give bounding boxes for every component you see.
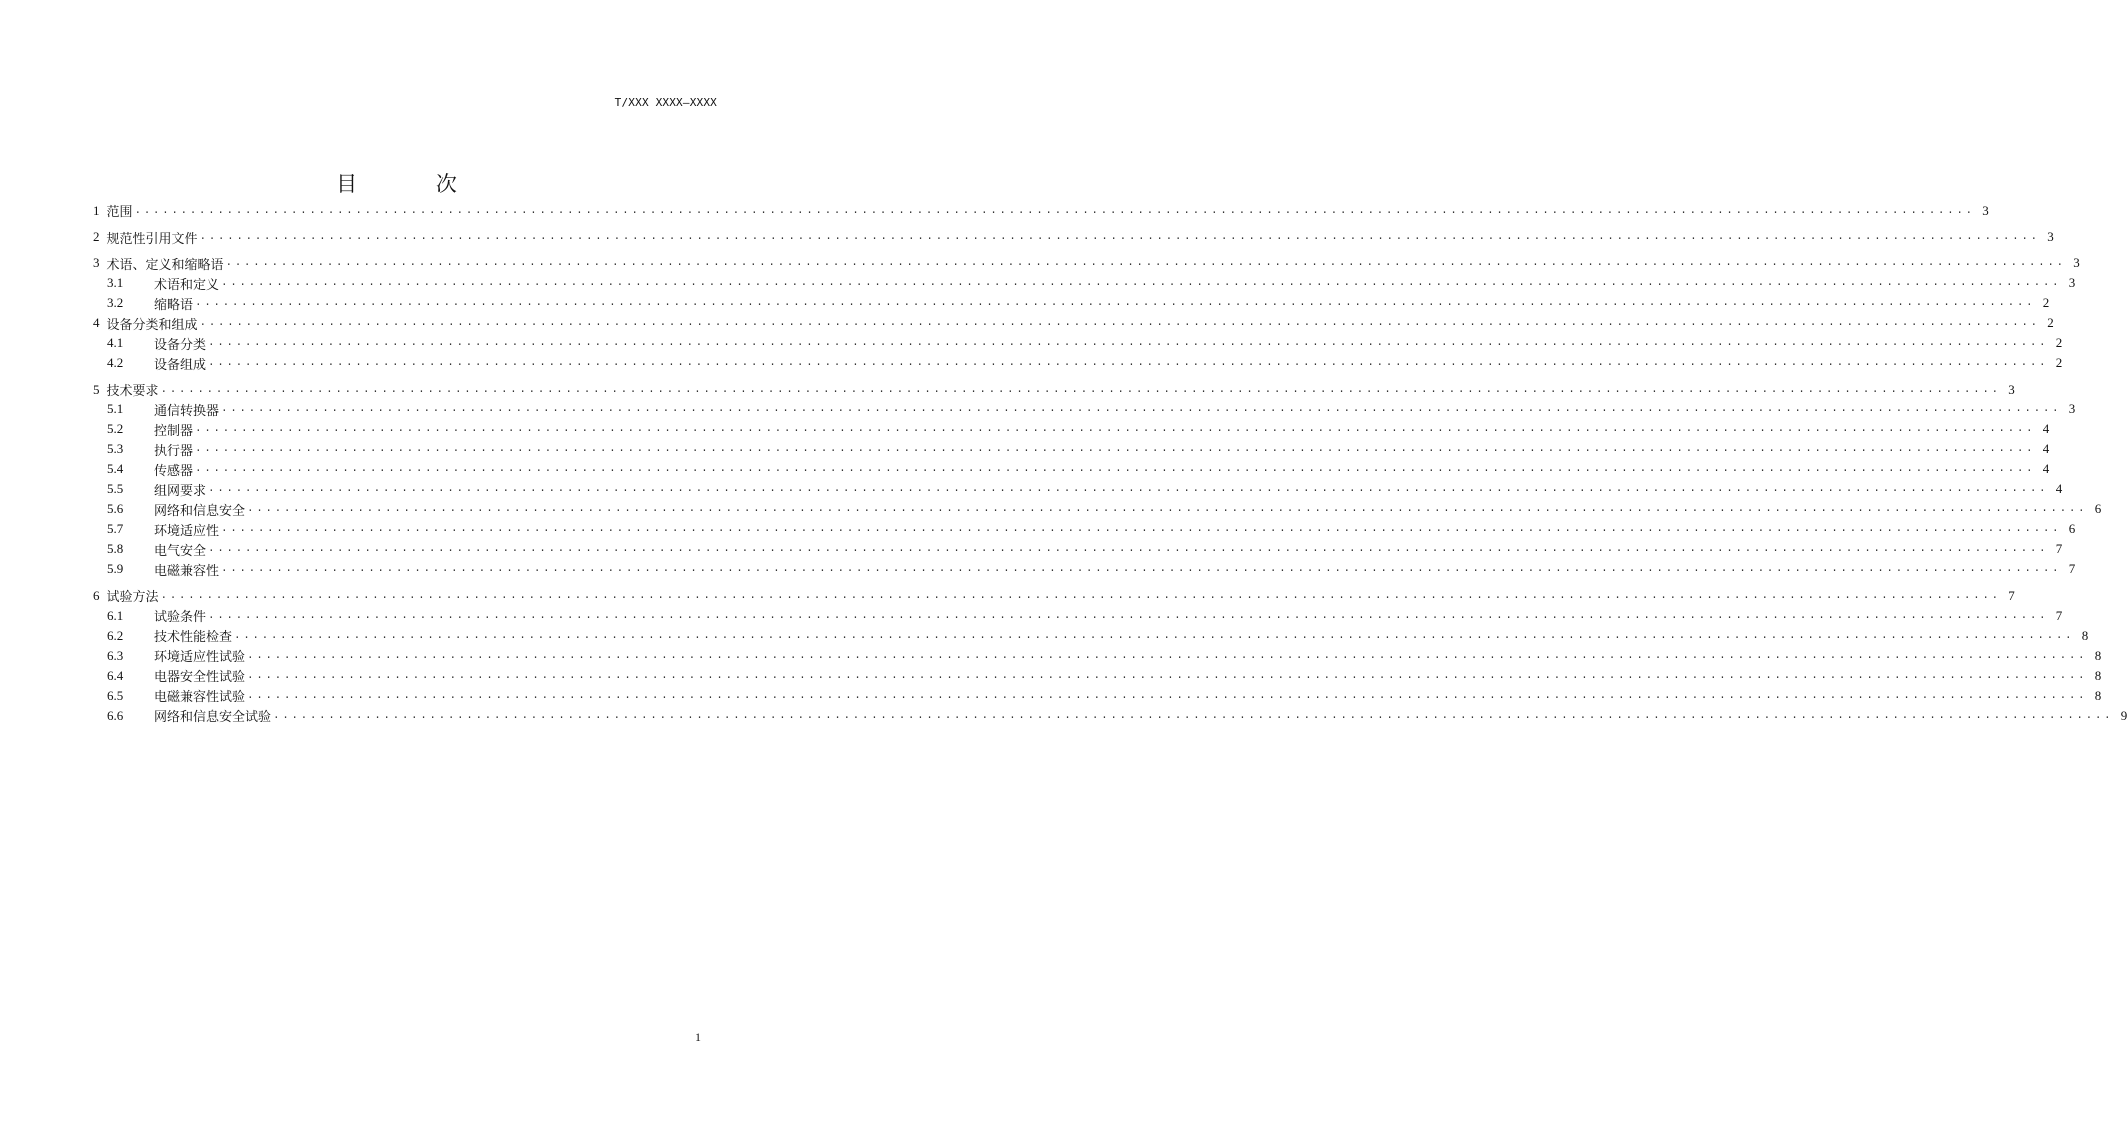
toc-entry-label: 组网要求: [154, 483, 207, 499]
toc-entry-label: 传感器: [154, 463, 194, 479]
toc-entry-label: 电器安全性试验: [154, 670, 246, 686]
toc-entry-label: 规范性引用文件: [106, 231, 198, 247]
toc-entry-page: 3: [1982, 202, 1989, 218]
toc-entry-label: 通信转换器: [154, 403, 220, 419]
toc-entry-number: 5.2: [107, 421, 124, 437]
toc-entry-page: 2: [2055, 335, 2063, 351]
toc-entry-label: 环境适应性: [154, 523, 220, 539]
toc-entry-label: 环境适应性试验: [154, 650, 246, 666]
toc-entry-label: 电气安全: [154, 543, 207, 559]
toc-entry-page: 8: [2094, 647, 2102, 663]
toc-dot-leader: ........................................................................................................................................................................................................: [208, 357, 2049, 370]
toc-entry-number: 3.1: [107, 275, 124, 291]
toc-entry-number: 2: [93, 229, 100, 245]
toc-dot-leader: ........................................................................................................................................................................................................: [208, 483, 2049, 496]
toc-chapter-entry[interactable]: [93, 313, 2054, 333]
toc-entry-label: 试验条件: [154, 610, 207, 626]
toc-entry-page: 3: [2047, 229, 2054, 245]
toc-dot-leader: ........................................................................................................................................................................................................: [195, 443, 2036, 456]
toc-entry-page: 7: [2068, 561, 2076, 577]
toc-entry-label: 设备分类: [154, 337, 207, 353]
toc-chapter-entry[interactable]: [93, 201, 1989, 221]
toc-section-entry[interactable]: [93, 499, 2102, 519]
toc-entry-page: 3: [2008, 381, 2015, 397]
toc-entry-page: 8: [2081, 627, 2089, 643]
toc-section-entry[interactable]: [93, 706, 2127, 726]
toc-dot-leader: ........................................................................................................................................................................................................: [221, 277, 2062, 290]
toc-section-entry[interactable]: [93, 333, 2063, 353]
toc-entry-number: 5.7: [107, 521, 124, 537]
toc-entry-label: 术语、定义和缩略语: [106, 257, 224, 273]
toc-entry-number: 6.5: [107, 687, 124, 703]
toc-section-entry[interactable]: [93, 399, 2076, 419]
toc-entry-label: 控制器: [154, 423, 194, 439]
toc-entry-page: 7: [2055, 607, 2063, 623]
toc-section-entry[interactable]: [93, 439, 2050, 459]
toc-title: 目 次: [336, 172, 493, 196]
toc-section-entry[interactable]: [93, 646, 2102, 666]
toc-entry-number: 6.3: [107, 647, 124, 663]
toc-entry-number: 5: [93, 381, 100, 397]
toc-entry-number: 5.8: [107, 541, 124, 557]
toc-dot-leader: ........................................................................................................................................................................................................: [247, 669, 2088, 682]
toc-entry-number: 3: [93, 255, 100, 271]
toc-entry-label: 电磁兼容性: [154, 563, 220, 579]
toc-entry-number: 6.1: [107, 607, 124, 623]
toc-entry-label: 术语和定义: [154, 277, 220, 293]
toc-entry-page: 4: [2042, 441, 2050, 457]
toc-entry-label: 设备分类和组成: [106, 317, 198, 333]
toc-section-entry[interactable]: [93, 419, 2050, 439]
table-of-contents: [93, 201, 2127, 726]
toc-entry-page: 3: [2073, 255, 2080, 271]
toc-dot-leader: ........................................................................................................................................................................................................: [221, 563, 2062, 576]
toc-dot-leader: ........................................................................................................................................................................................................: [208, 543, 2049, 556]
toc-dot-leader: ........................................................................................................................................................................................................: [199, 231, 2040, 244]
toc-entry-number: 5.3: [107, 441, 124, 457]
toc-entry-page: 2: [2055, 355, 2063, 371]
toc-dot-leader: ........................................................................................................................................................................................................: [273, 709, 2114, 722]
toc-section-entry[interactable]: [93, 273, 2076, 293]
toc-entry-number: 4.2: [107, 355, 124, 371]
toc-entry-number: 6.2: [107, 627, 124, 643]
toc-section-entry[interactable]: [93, 353, 2063, 373]
toc-dot-leader: ........................................................................................................................................................................................................: [247, 649, 2088, 662]
toc-chapter-entry[interactable]: [93, 227, 2054, 247]
toc-entry-page: 4: [2055, 481, 2063, 497]
toc-entry-label: 电磁兼容性试验: [154, 690, 246, 706]
toc-entry-label: 范围: [106, 205, 133, 221]
toc-entry-page: 9: [2120, 707, 2127, 723]
toc-entry-label: 网络和信息安全: [154, 503, 246, 519]
toc-entry-page: 6: [2068, 521, 2076, 537]
toc-entry-label: 网络和信息安全试验: [154, 710, 272, 726]
toc-entry-page: 2: [2047, 315, 2054, 331]
page-number: 1: [695, 1030, 701, 1044]
toc-dot-leader: ........................................................................................................................................................................................................: [195, 463, 2036, 476]
toc-entry-label: 执行器: [154, 443, 194, 459]
toc-section-entry[interactable]: [93, 559, 2076, 579]
toc-section-entry[interactable]: [93, 479, 2063, 499]
toc-entry-label: 缩略语: [154, 297, 194, 313]
toc-entry-page: 4: [2042, 421, 2050, 437]
toc-entry-page: 6: [2094, 501, 2102, 517]
toc-entry-label: 技术性能检查: [154, 630, 233, 646]
toc-section-entry[interactable]: [93, 686, 2102, 706]
toc-entry-number: 6: [93, 587, 100, 603]
toc-dot-leader: ........................................................................................................................................................................................................: [195, 423, 2036, 436]
toc-dot-leader: ........................................................................................................................................................................................................: [221, 403, 2062, 416]
toc-entry-page: 8: [2094, 687, 2102, 703]
toc-chapter-entry[interactable]: [93, 380, 2015, 400]
toc-entry-number: 5.5: [107, 481, 124, 497]
toc-entry-number: 5.9: [107, 561, 124, 577]
toc-section-entry[interactable]: [93, 606, 2063, 626]
toc-dot-leader: ........................................................................................................................................................................................................: [195, 297, 2036, 310]
toc-entry-page: 8: [2094, 667, 2102, 683]
toc-section-entry[interactable]: [93, 666, 2102, 686]
toc-entry-label: 试验方法: [106, 590, 159, 606]
toc-dot-leader: ........................................................................................................................................................................................................: [134, 204, 1975, 217]
toc-entry-number: 6.4: [107, 667, 124, 683]
toc-entry-number: 6.6: [107, 707, 124, 723]
toc-entry-label: 设备组成: [154, 357, 207, 373]
toc-entry-page: 3: [2068, 275, 2076, 291]
toc-entry-number: 3.2: [107, 295, 124, 311]
toc-entry-number: 1: [93, 202, 100, 218]
toc-dot-leader: ........................................................................................................................................................................................................: [225, 257, 2066, 270]
toc-chapter-entry[interactable]: [93, 254, 2080, 274]
toc-chapter-entry[interactable]: [93, 586, 2015, 606]
toc-dot-leader: ........................................................................................................................................................................................................: [160, 589, 2001, 602]
toc-dot-leader: ........................................................................................................................................................................................................: [247, 503, 2088, 516]
toc-dot-leader: ........................................................................................................................................................................................................: [160, 383, 2001, 396]
toc-section-entry[interactable]: [93, 293, 2050, 313]
toc-entry-page: 4: [2042, 461, 2050, 477]
toc-section-entry[interactable]: [93, 519, 2076, 539]
toc-dot-leader: ........................................................................................................................................................................................................: [234, 629, 2075, 642]
toc-section-entry[interactable]: [93, 459, 2050, 479]
document-code: T/XXX XXXX—XXXX: [614, 96, 717, 109]
toc-entry-number: 4: [93, 315, 100, 331]
toc-entry-page: 7: [2055, 541, 2063, 557]
toc-section-entry[interactable]: [93, 539, 2063, 559]
toc-dot-leader: ........................................................................................................................................................................................................: [247, 689, 2088, 702]
toc-entry-page: 2: [2042, 295, 2050, 311]
toc-entry-label: 技术要求: [106, 384, 159, 400]
toc-section-entry[interactable]: [93, 626, 2089, 646]
toc-dot-leader: ........................................................................................................................................................................................................: [208, 337, 2049, 350]
toc-entry-number: 5.1: [107, 401, 124, 417]
toc-entry-page: 3: [2068, 401, 2076, 417]
toc-dot-leader: ........................................................................................................................................................................................................: [208, 609, 2049, 622]
toc-dot-leader: ........................................................................................................................................................................................................: [221, 523, 2062, 536]
toc-entry-page: 7: [2008, 587, 2015, 603]
toc-entry-number: 5.4: [107, 461, 124, 477]
toc-dot-leader: ........................................................................................................................................................................................................: [199, 317, 2040, 330]
toc-entry-number: 4.1: [107, 335, 124, 351]
toc-entry-number: 5.6: [107, 501, 124, 517]
